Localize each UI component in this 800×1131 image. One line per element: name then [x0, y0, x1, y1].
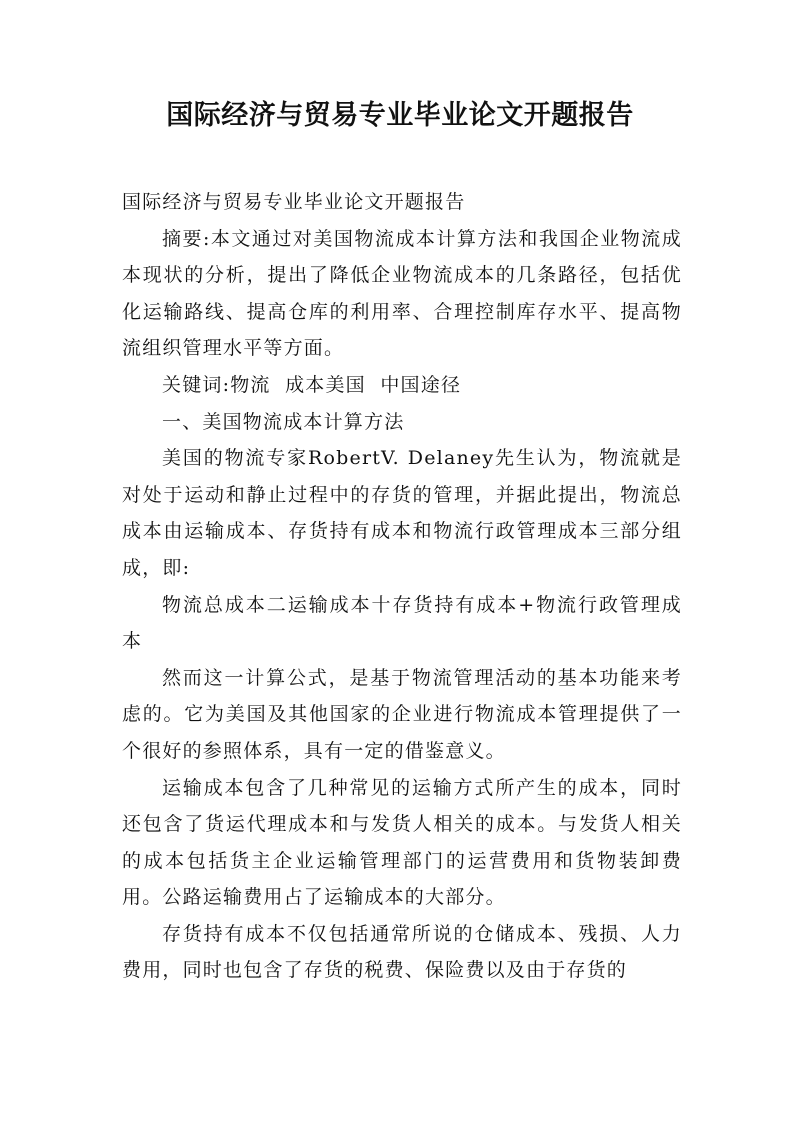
body-paragraph: 美国的物流专家RobertV. Delaney先生认为，物流就是对处于运动和静止过程中的存货的管理，并据此提出，物流总成本由运输成本、存货持有成本和物流行政管理成本三部分组成，即:	[122, 447, 682, 579]
body-paragraph: 然而这一计算公式，是基于物流管理活动的基本功能来考虑的。它为美国及其他国家的企业进行物流成本管理提供了一个很好的参照体系，具有一定的借鉴意义。	[122, 666, 682, 762]
subtitle-paragraph: 国际经济与贸易专业毕业论文开题报告	[122, 191, 466, 213]
document-body	[122, 184, 682, 989]
body-paragraph: 运输成本包含了几种常见的运输方式所产生的成本，同时还包含了货运代理成本和与发货人相关的成本。与发货人相关的成本包括货主企业运输管理部门的运营费用和货物装卸费用。公路运输费用占了运输成本的大部分。	[122, 776, 682, 909]
keywords-paragraph: 关键词:物流 成本美国 中国途径	[162, 373, 462, 396]
section-heading: 一、美国物流成本计算方法	[162, 410, 405, 433]
abstract-paragraph: 摘要:本文通过对美国物流成本计算方法和我国企业物流成本现状的分析，提出了降低企业物流成本的几条路径，包括优化运输路线、提高仓库的利用率、合理控制库存水平、提高物流组织管理水平等方面。	[122, 227, 682, 360]
document-title: 国际经济与贸易专业毕业论文开题报告	[166, 100, 634, 131]
formula-paragraph: 物流总成本二运输成本十存货持有成本+物流行政管理成本	[122, 593, 682, 653]
body-paragraph: 存货持有成本不仅包括通常所说的仓储成本、残损、人力费用，同时也包含了存货的税费、保险费以及由于存货的	[122, 922, 682, 982]
